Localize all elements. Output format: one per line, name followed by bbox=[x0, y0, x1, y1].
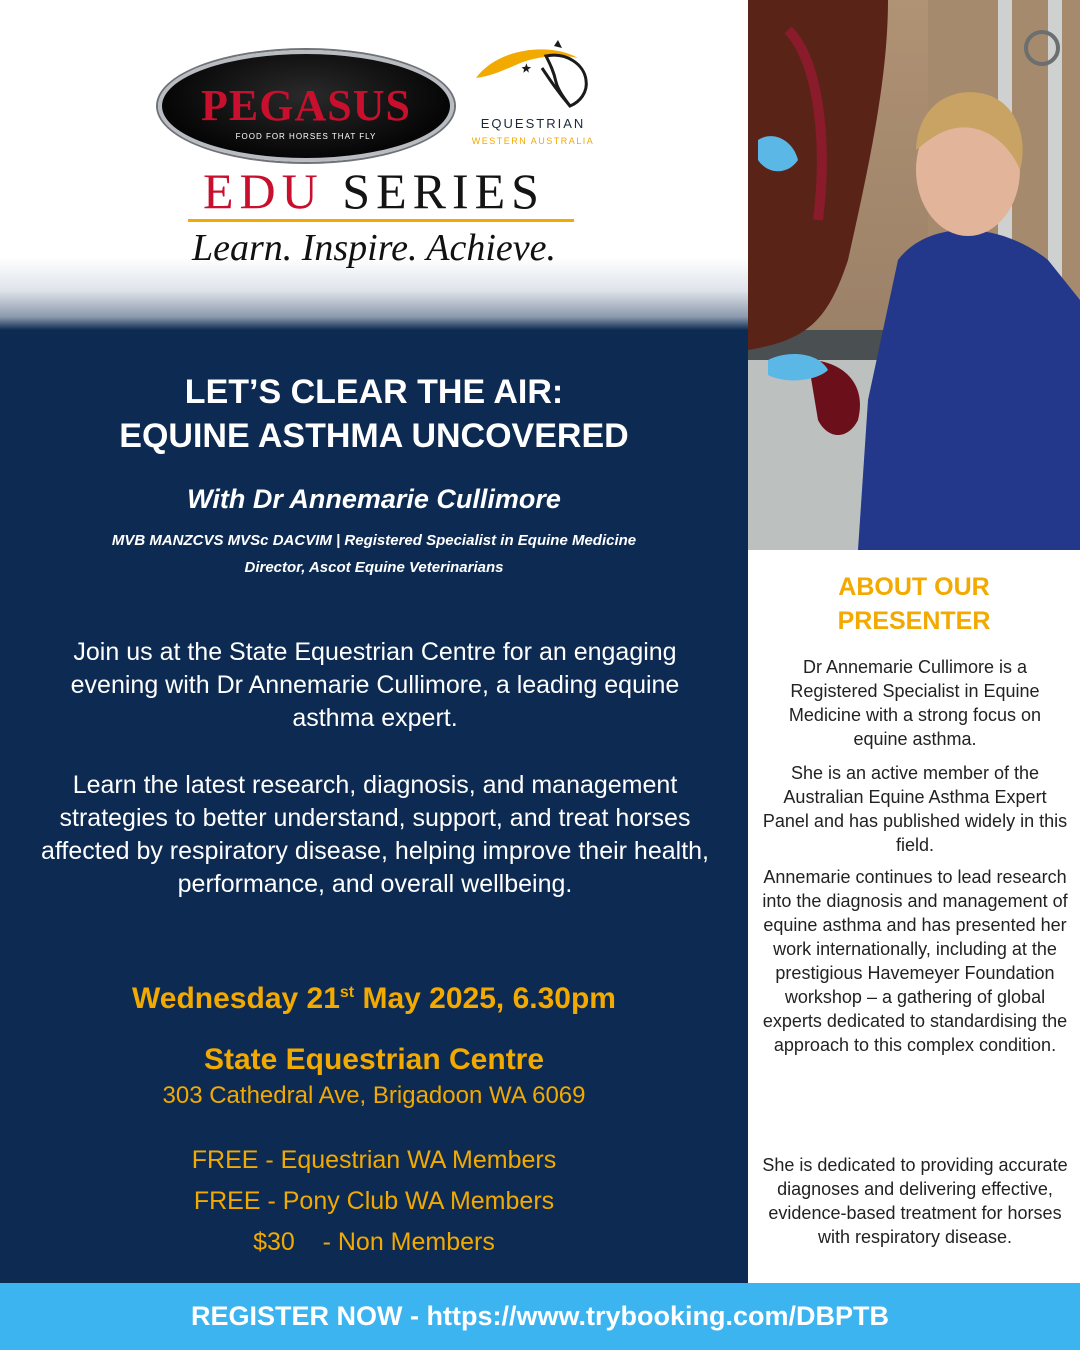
event-headline bbox=[20, 370, 728, 458]
price-item: FREE - Pony Club WA Members bbox=[193, 1187, 555, 1215]
logo-row bbox=[150, 40, 610, 160]
horse-head-icon bbox=[458, 40, 608, 114]
edu-series-wordmark bbox=[0, 162, 748, 220]
about-title bbox=[748, 570, 1080, 638]
presenter-photo bbox=[748, 0, 1080, 550]
credentials-line1: MVB MANZCVS MVSc DACVIM | Registered Specialist in Equine Medicine bbox=[111, 532, 637, 549]
credentials-line2: Director, Ascot Equine Veterinarians bbox=[244, 559, 504, 576]
pegasus-logo-text: PEGASUS bbox=[201, 81, 411, 130]
register-link[interactable]: REGISTER NOW - https://www.trybooking.com/DBPTB bbox=[0, 1283, 1080, 1350]
about-title-line2: PRESENTER bbox=[837, 607, 991, 635]
ewa-logo-line2: WESTERN AUSTRALIA bbox=[471, 136, 595, 146]
about-paragraph: She is an active member of the Australian Equine Asthma Expert Panel and has published widely in this field. bbox=[762, 763, 1068, 855]
about-paragraph: Dr Annemarie Cullimore is a Registered Specialist in Equine Medicine with a strong focus on equine asthma. bbox=[788, 657, 1042, 749]
pegasus-logo bbox=[158, 50, 454, 162]
edu-word: EDU bbox=[203, 163, 324, 219]
about-title-line1: ABOUT OUR bbox=[838, 573, 990, 601]
headline-line1: LET’S CLEAR THE AIR: bbox=[184, 373, 564, 411]
series-word: SERIES bbox=[342, 163, 545, 219]
venue-address: 303 Cathedral Ave, Brigadoon WA 6069 bbox=[162, 1082, 586, 1109]
venue-name: State Equestrian Centre bbox=[203, 1043, 545, 1076]
equestrian-wa-logo bbox=[458, 40, 608, 150]
headline-line2: EQUINE ASTHMA UNCOVERED bbox=[119, 417, 629, 455]
price-item: FREE - Equestrian WA Members bbox=[191, 1146, 557, 1174]
date-day: Wednesday 21 bbox=[132, 982, 340, 1015]
event-date bbox=[0, 982, 748, 1016]
ewa-logo-line1: EQUESTRIAN bbox=[480, 116, 586, 131]
date-ordinal: st bbox=[339, 984, 355, 1001]
date-rest: May 2025, 6.30pm bbox=[354, 982, 616, 1015]
pricing-list bbox=[0, 1140, 748, 1263]
tagline: Learn. Inspire. Achieve. bbox=[191, 227, 557, 269]
about-paragraph: She is dedicated to providing accurate diagnoses and delivering effective, evidence-based treatment for horses with respiratory disease. bbox=[762, 1155, 1068, 1247]
divider bbox=[188, 219, 574, 222]
about-paragraph: Annemarie continues to lead research into the diagnosis and management of equine asthma and has presented her work internationally, including at the prestigious Havemeyer Foundation workshop – a gathering of global experts dedicated to standardising the approach to this complex condition. bbox=[762, 867, 1068, 1055]
pegasus-logo-tagline: FOOD FOR HORSES THAT FLY bbox=[235, 132, 377, 141]
intro-paragraph: Join us at the State Equestrian Centre for an engaging evening with Dr Annemarie Cullimore, a leading equine asthma expert. bbox=[70, 638, 680, 732]
details-paragraph: Learn the latest research, diagnosis, and management strategies to better understand, support, and treat horses affected by respiratory disease, helping improve their health, performance, and overall wellbeing. bbox=[41, 771, 709, 898]
presenter-name: With Dr Annemarie Cullimore bbox=[187, 484, 561, 514]
price-item: $30 - Non Members bbox=[253, 1228, 495, 1256]
presenter-credentials bbox=[0, 527, 748, 581]
